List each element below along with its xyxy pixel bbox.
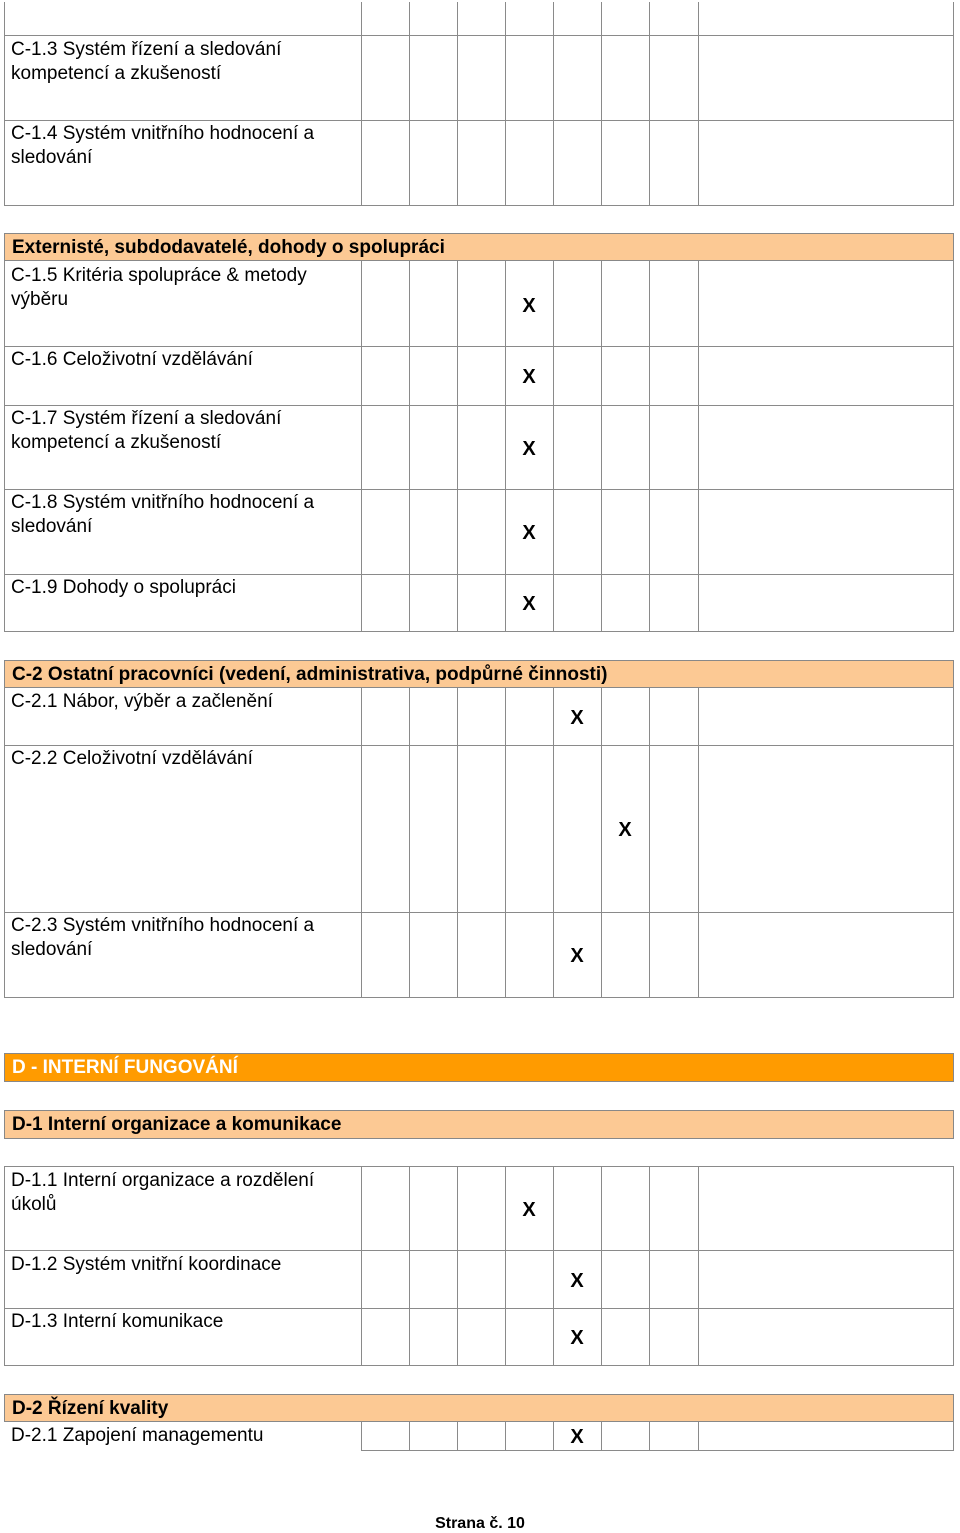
grid-line: [4, 1250, 954, 1251]
row-label: C-1.9 Dohody o spolupráci: [11, 577, 236, 598]
grid-line: [361, 261, 362, 632]
page-number: Strana č. 10: [435, 1515, 525, 1532]
grid-line: [361, 1450, 954, 1451]
grid-line: [649, 2, 650, 206]
check-mark: X: [570, 1426, 584, 1448]
check-mark: X: [522, 593, 536, 615]
grid-line: [698, 1166, 699, 1366]
grid-line: [4, 912, 954, 913]
grid-line: [361, 1422, 362, 1451]
grid-line: [553, 1422, 554, 1451]
grid-line: [4, 631, 954, 632]
check-mark: X: [618, 819, 632, 841]
grid-line: [4, 997, 954, 998]
grid-line: [4, 346, 954, 347]
grid-line: [953, 688, 954, 998]
grid-line: [601, 2, 602, 206]
grid-line: [698, 1422, 699, 1451]
grid-line: [649, 1422, 650, 1451]
grid-line: [4, 489, 954, 490]
check-mark: X: [570, 1270, 584, 1292]
grid-line: [457, 2, 458, 206]
grid-line: [553, 2, 554, 206]
grid-line: [505, 1166, 506, 1366]
grid-line: [457, 1422, 458, 1451]
row-label: C-1.6 Celoživotní vzdělávání: [11, 349, 253, 370]
row-label: C-2.3 Systém vnitřního hodnocení a sledování: [11, 915, 315, 960]
grid-line: [409, 261, 410, 632]
grid-line: [698, 261, 699, 632]
row-label: C-1.8 Systém vnitřního hodnocení a sledování: [11, 492, 315, 537]
row-label: C-1.4 Systém vnitřního hodnocení a sledování: [11, 123, 315, 168]
row-label: C-1.5 Kritéria spolupráce & metody výběru: [11, 265, 307, 310]
grid-line: [601, 1422, 602, 1451]
grid-line: [457, 1166, 458, 1366]
grid-line: [649, 688, 650, 998]
grid-line: [601, 688, 602, 998]
grid-line: [4, 205, 954, 206]
row-label: C-1.7 Systém řízení a sledování kompetencí a zkušeností: [11, 408, 282, 453]
row-label: C-1.3 Systém řízení a sledování kompetencí a zkušeností: [11, 39, 282, 84]
check-mark: X: [522, 295, 536, 317]
section-header-externists: Externisté, subdodavatelé, dohody o spolupráci: [4, 233, 954, 261]
grid-line: [553, 688, 554, 998]
row-label: C-2.2 Celoživotní vzdělávání: [11, 748, 253, 769]
grid-line: [361, 2, 362, 206]
check-mark: X: [522, 522, 536, 544]
grid-line: [505, 261, 506, 632]
grid-line: [4, 574, 954, 575]
grid-line: [4, 405, 954, 406]
grid-line: [953, 1422, 954, 1451]
grid-line: [553, 261, 554, 632]
grid-line: [505, 2, 506, 206]
check-mark: X: [570, 945, 584, 967]
section-header-c2: C-2 Ostatní pracovníci (vedení, administrativa, podpůrné činnosti): [4, 660, 954, 688]
grid-line: [4, 1166, 5, 1366]
grid-line: [698, 2, 699, 206]
row-label: D-2.1 Zapojení managementu: [11, 1425, 264, 1446]
grid-line: [953, 1166, 954, 1366]
grid-line: [505, 1422, 506, 1451]
grid-line: [409, 688, 410, 998]
section-header-d: D - INTERNÍ FUNGOVÁNÍ: [4, 1053, 954, 1082]
grid-line: [4, 1365, 954, 1366]
grid-line: [649, 1166, 650, 1366]
grid-line: [4, 120, 954, 121]
check-mark: X: [570, 1327, 584, 1349]
grid-line: [4, 261, 5, 632]
grid-line: [505, 688, 506, 998]
check-mark: X: [570, 707, 584, 729]
row-label: D-1.3 Interní komunikace: [11, 1311, 224, 1332]
grid-line: [409, 2, 410, 206]
grid-line: [361, 688, 362, 998]
grid-line: [649, 261, 650, 632]
grid-line: [409, 1166, 410, 1366]
grid-line: [4, 688, 5, 998]
grid-line: [601, 261, 602, 632]
check-mark: X: [522, 438, 536, 460]
check-mark: X: [522, 1199, 536, 1221]
grid-line: [698, 688, 699, 998]
check-mark: X: [522, 366, 536, 388]
grid-line: [4, 1166, 954, 1167]
grid-line: [953, 2, 954, 206]
section-header-d2: D-2 Řízení kvality: [4, 1394, 954, 1422]
section-header-d1: D-1 Interní organizace a komunikace: [4, 1110, 954, 1139]
grid-line: [409, 1422, 410, 1451]
grid-line: [4, 2, 5, 206]
grid-line: [601, 1166, 602, 1366]
grid-line: [4, 35, 954, 36]
row-label: D-1.2 Systém vnitřní koordinace: [11, 1254, 282, 1275]
row-label: C-2.1 Nábor, výběr a začlenění: [11, 691, 273, 712]
grid-line: [953, 261, 954, 632]
grid-line: [4, 745, 954, 746]
grid-line: [4, 1308, 954, 1309]
grid-line: [457, 261, 458, 632]
grid-line: [361, 1166, 362, 1366]
row-label: D-1.1 Interní organizace a rozdělení úkolů: [11, 1170, 315, 1215]
grid-line: [457, 688, 458, 998]
grid-line: [553, 1166, 554, 1366]
